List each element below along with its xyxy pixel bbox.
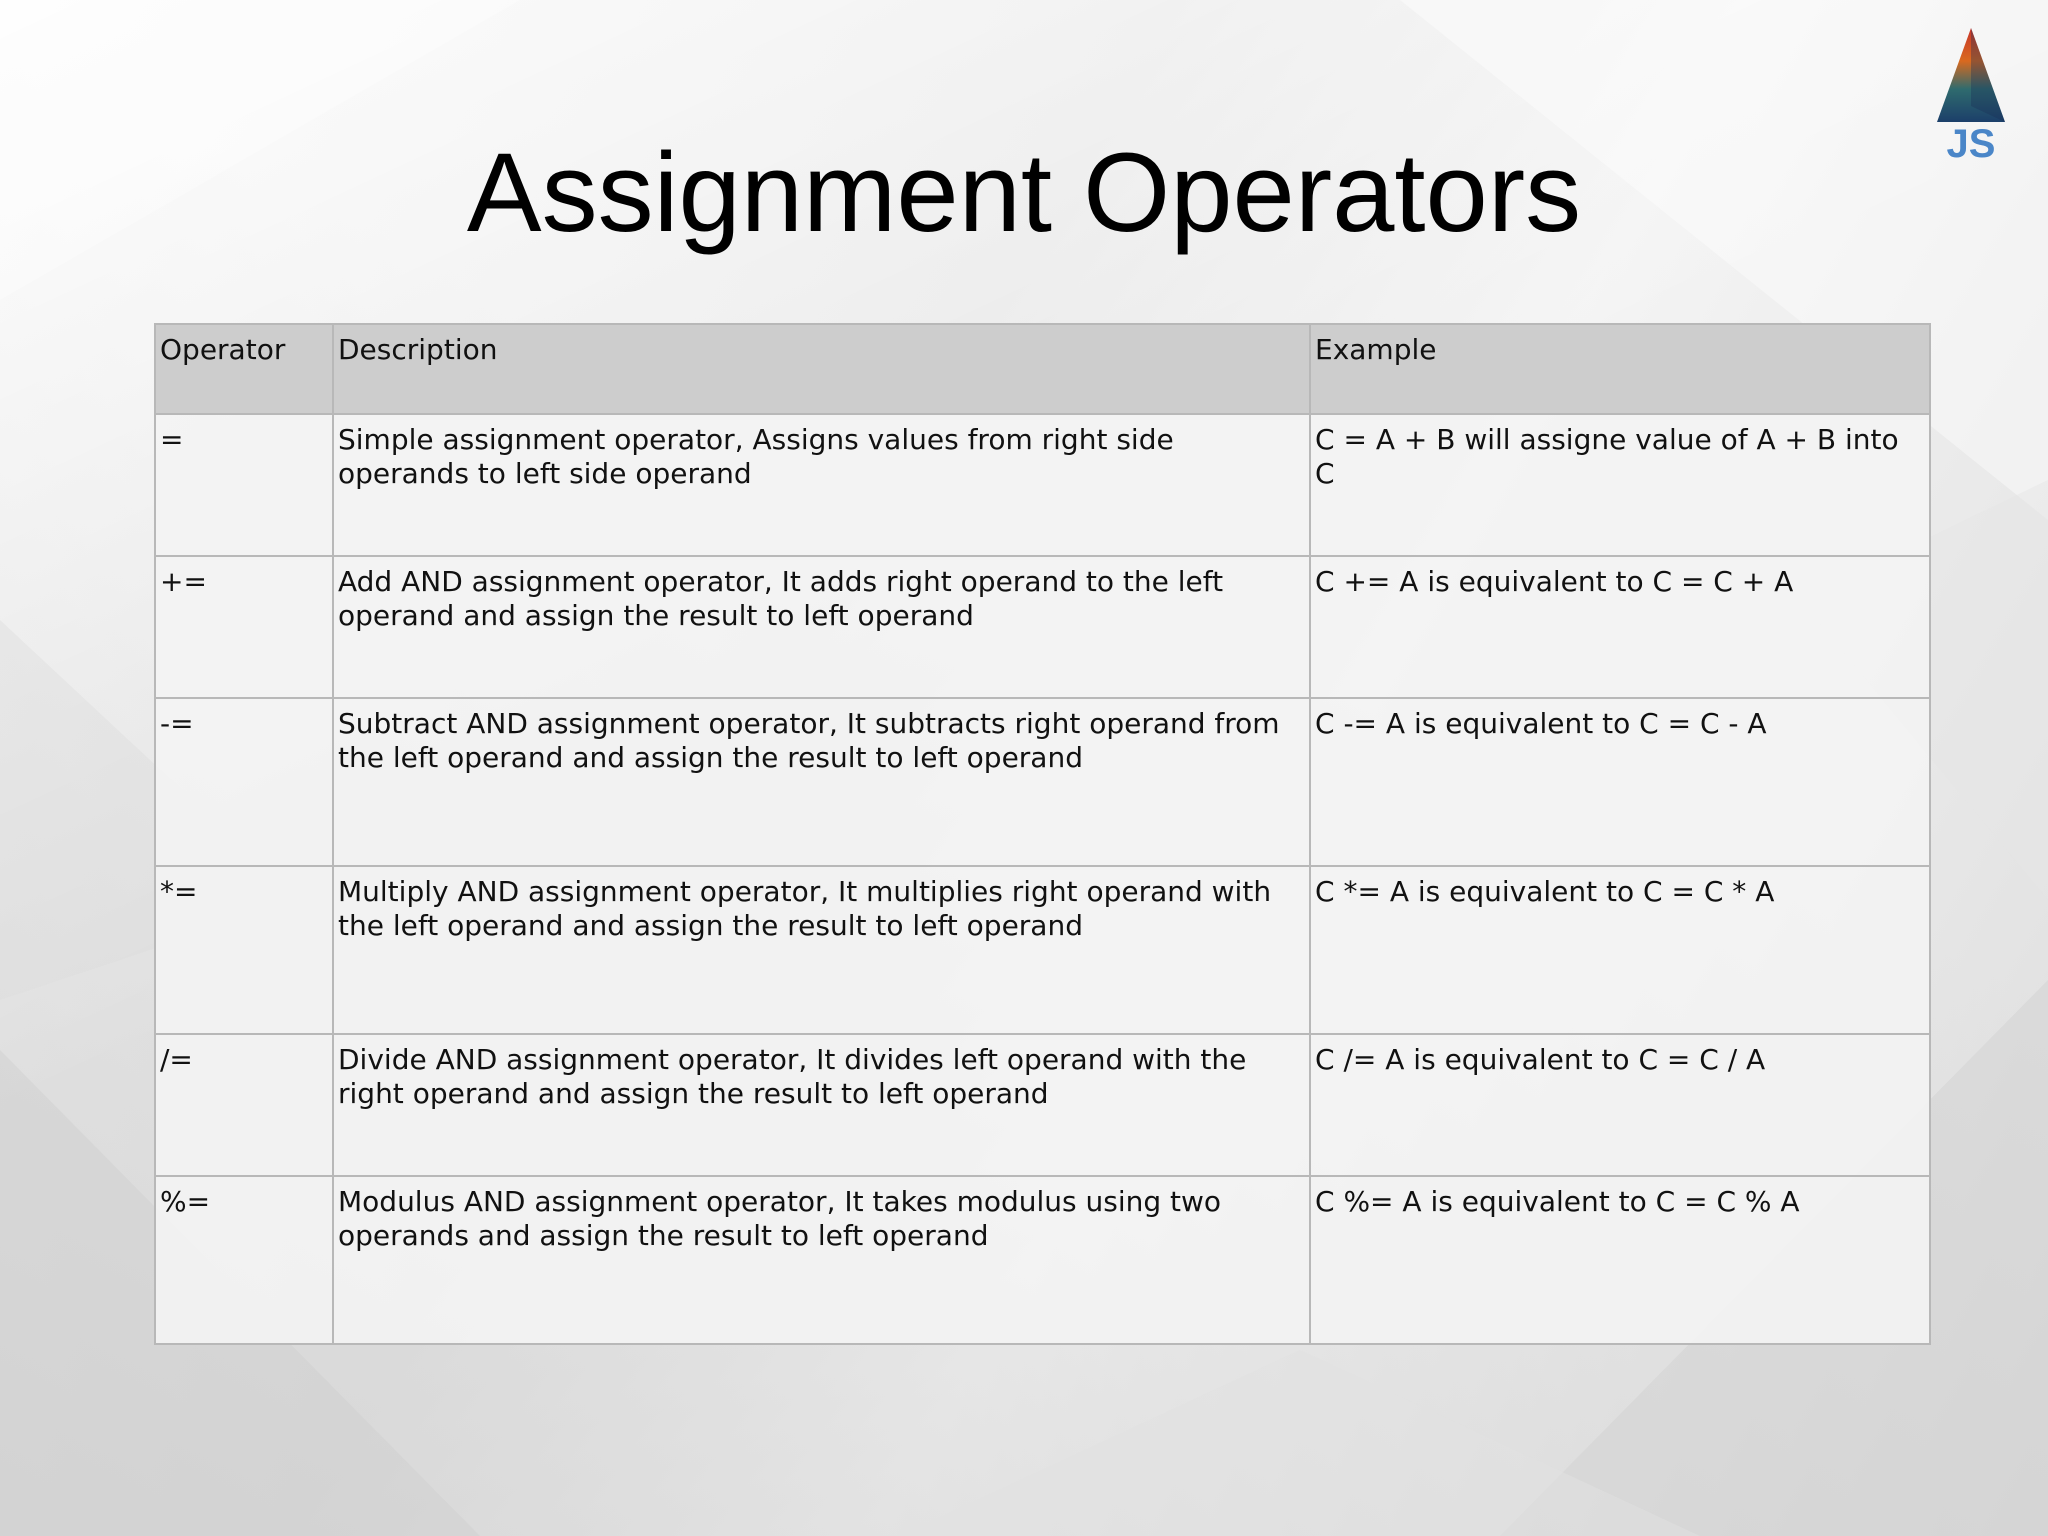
description-cell: Modulus AND assignment operator, It takes modulus using two operands and assign the result to left operand [333,1176,1310,1344]
table-row [155,866,1930,1034]
description-cell: Divide AND assignment operator, It divides left operand with the right operand and assign the result to left operand [333,1034,1310,1176]
example-cell: C += A is equivalent to C = C + A [1310,556,1930,698]
column-header-example: Example [1310,324,1930,414]
table-header-row [155,324,1930,414]
operator-cell: %= [155,1176,333,1344]
table-row [155,698,1930,866]
operator-cell: /= [155,1034,333,1176]
example-cell: C -= A is equivalent to C = C - A [1310,698,1930,866]
example-cell: C = A + B will assigne value of A + B into C [1310,414,1930,556]
operator-cell: += [155,556,333,698]
description-cell: Subtract AND assignment operator, It subtracts right operand from the left operand and assign the result to left operand [333,698,1310,866]
example-cell: C %= A is equivalent to C = C % A [1310,1176,1930,1344]
operator-cell: = [155,414,333,556]
example-cell: C /= A is equivalent to C = C / A [1310,1034,1930,1176]
table-row [155,414,1930,556]
triangle-logo-icon [1935,26,2007,126]
operator-cell: -= [155,698,333,866]
column-header-description: Description [333,324,1310,414]
table-row [155,1176,1930,1344]
operator-cell: *= [155,866,333,1034]
logo-text: JS [1946,122,1996,166]
page-title: Assignment Operators [466,130,1582,255]
example-cell: C *= A is equivalent to C = C * A [1310,866,1930,1034]
column-header-operator: Operator [155,324,333,414]
description-cell: Add AND assignment operator, It adds right operand to the left operand and assign the result to left operand [333,556,1310,698]
operators-table [154,323,1931,1345]
description-cell: Multiply AND assignment operator, It multiplies right operand with the left operand and assign the result to left operand [333,866,1310,1034]
description-cell: Simple assignment operator, Assigns values from right side operands to left side operand [333,414,1310,556]
table-row [155,556,1930,698]
table-row [155,1034,1930,1176]
